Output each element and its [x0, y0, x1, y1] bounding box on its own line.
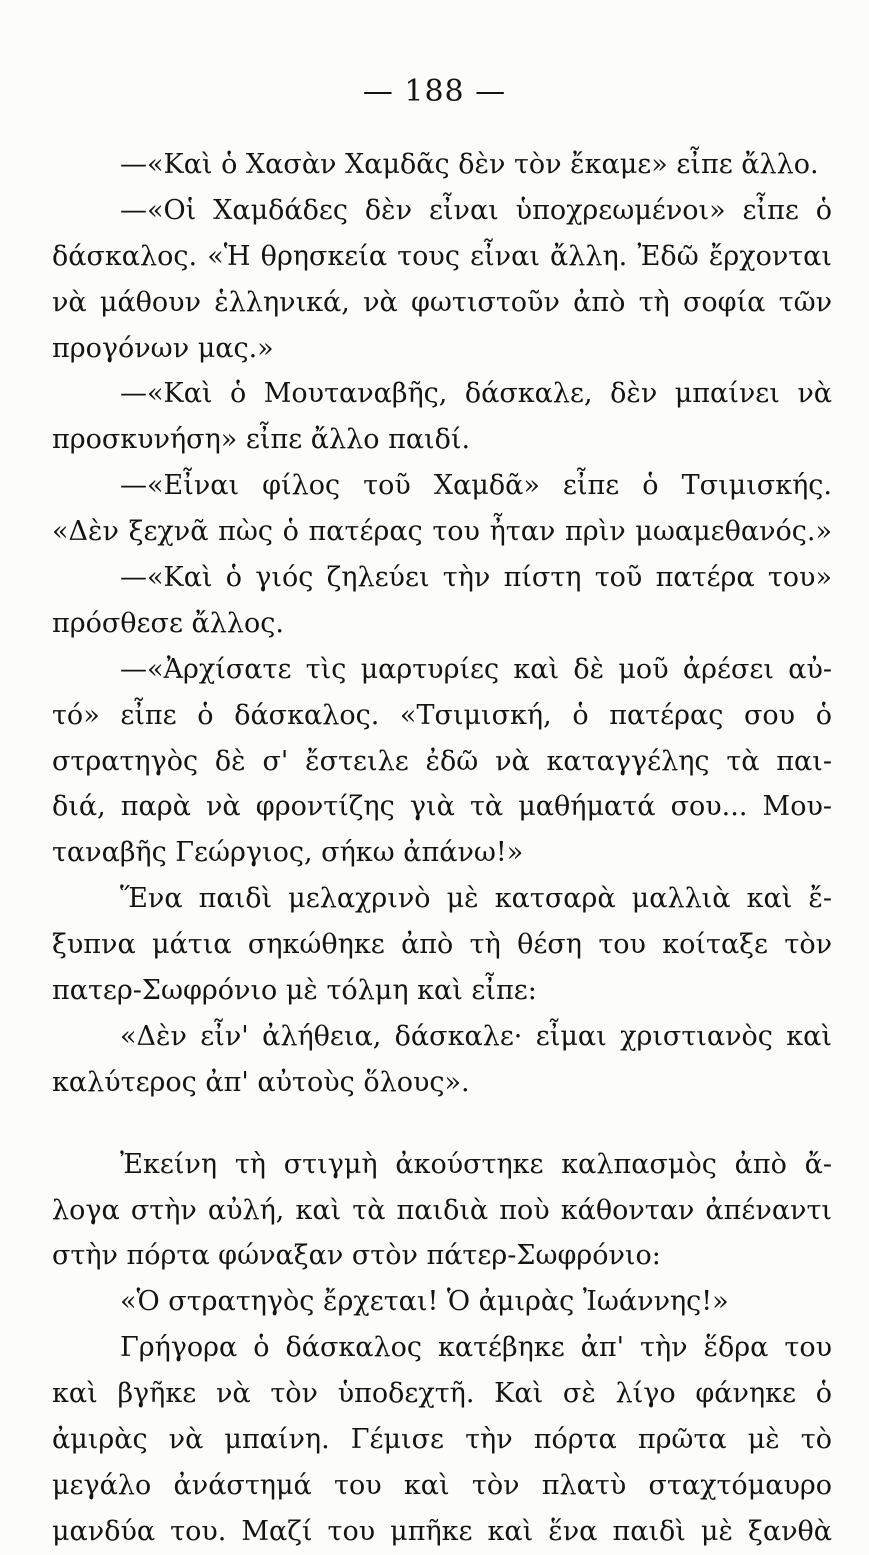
text-line: —«Καὶ ὁ γιός ζηλεύει τὴν πίστη τοῦ πατέρα του» [120, 562, 832, 594]
text-line: Ἐκείνη τὴ στιγμὴ ἀκούστηκε καλπασμὸς ἀπὸ ἄ- [120, 1148, 832, 1180]
text-line: —«Ἀρχίσατε τὶς μαρτυρίες καὶ δὲ μοῦ ἀρέσει αὐ- [120, 653, 832, 685]
text-line: Γρήγορα ὁ δάσκαλος κατέβηκε ἀπ' τὴν ἕδρα του [120, 1332, 832, 1364]
text-line: στρατηγὸς δὲ σ' ἔστειλε ἐδῶ νὰ καταγγέλης τὰ παι- [52, 745, 832, 777]
text-line: τό» εἶπε ὁ δάσκαλος. «Τσιμισκή, ὁ πατέρας σου ὁ [52, 699, 832, 731]
text-line: Ἕνα παιδὶ μελαχρινὸ μὲ κατσαρὰ μαλλιὰ καὶ ἔ- [120, 883, 832, 915]
text-line: προσκυνήση» εἶπε ἄλλο παιδί. [52, 424, 471, 456]
text-line: —«Εἶναι φίλος τοῦ Χαμδᾶ» εἶπε ὁ Τσιμισκής. [120, 470, 832, 502]
text-line: —«Καὶ ὁ Μουταναβῆς, δάσκαλε, δὲν μπαίνει νὰ [120, 378, 832, 410]
text-line: πατερ-Σωφρόνιο μὲ τόλμη καὶ εἶπε: [52, 975, 537, 1007]
text-line: ἀμιρὰς νὰ μπαίνη. Γέμισε τὴν πόρτα πρῶτα μὲ τὸ [52, 1424, 832, 1456]
text-line: πρόσθεσε ἄλλος. [52, 607, 284, 639]
text-line: νὰ μάθουν ἑλληνικά, νὰ φωτιστοῦν ἀπὸ τὴ σοφία τῶν [52, 286, 832, 318]
text-line: μανδύα του. Μαζί του μπῆκε καὶ ἕνα παιδὶ μὲ ξανθὰ [52, 1515, 832, 1547]
text-line: «Δὲν ξεχνᾶ πὼς ὁ πατέρας του ἦταν πρὶν μωαμεθανός.» [52, 516, 832, 548]
text-line: «Ὁ στρατηγὸς ἔρχεται! Ὁ ἀμιρὰς Ἰωάννης!» [120, 1286, 729, 1318]
text-line: —«Καὶ ὁ Χασὰν Χαμδᾶς δὲν τὸν ἔκαμε» εἶπε ἄλλο. [120, 149, 819, 180]
text-line: —«Οἱ Χαμδάδες δὲν εἶναι ὑποχρεωμένοι» εἶπε ὁ [120, 194, 832, 226]
text-line: καλύτερος ἀπ' αὐτοὺς ὅλους». [52, 1066, 470, 1098]
text-line: «Δὲν εἶν' ἀλήθεια, δάσκαλε· εἶμαι χριστιανὸς καὶ [120, 1020, 832, 1052]
text-line: στὴν πόρτα φώναξαν στὸν πάτερ-Σωφρόνιο: [52, 1240, 661, 1272]
text-line: δάσκαλος. «Ἡ θρησκεία τους εἶναι ἄλλη. Ἐδῶ ἔρχονται [52, 240, 832, 272]
text-line: μεγάλο ἀνάστημά του καὶ τὸν πλατὺ σταχτόμαυρο [52, 1469, 832, 1501]
body-text [52, 142, 832, 1555]
text-line: προγόνων μας.» [52, 332, 274, 364]
text-line: ξυπνα μάτια σηκώθηκε ἀπὸ τὴ θέση του κοίταξε τὸν [52, 929, 832, 961]
text-line: λογα στὴν αὐλή, καὶ τὰ παιδιὰ ποὺ κάθονταν ἀπέναντι [52, 1194, 832, 1226]
text-line: διά, παρὰ νὰ φροντίζης γιὰ τὰ μαθήματά σου... Μου- [52, 791, 832, 823]
text-line: καὶ βγῆκε νὰ τὸν ὑποδεχτῆ. Καὶ σὲ λίγο φάνηκε ὁ [52, 1378, 832, 1410]
text-line: ταναβῆς Γεώργιος, σήκω ἀπάνω!» [52, 837, 524, 869]
page-number: — 188 — [362, 74, 507, 109]
